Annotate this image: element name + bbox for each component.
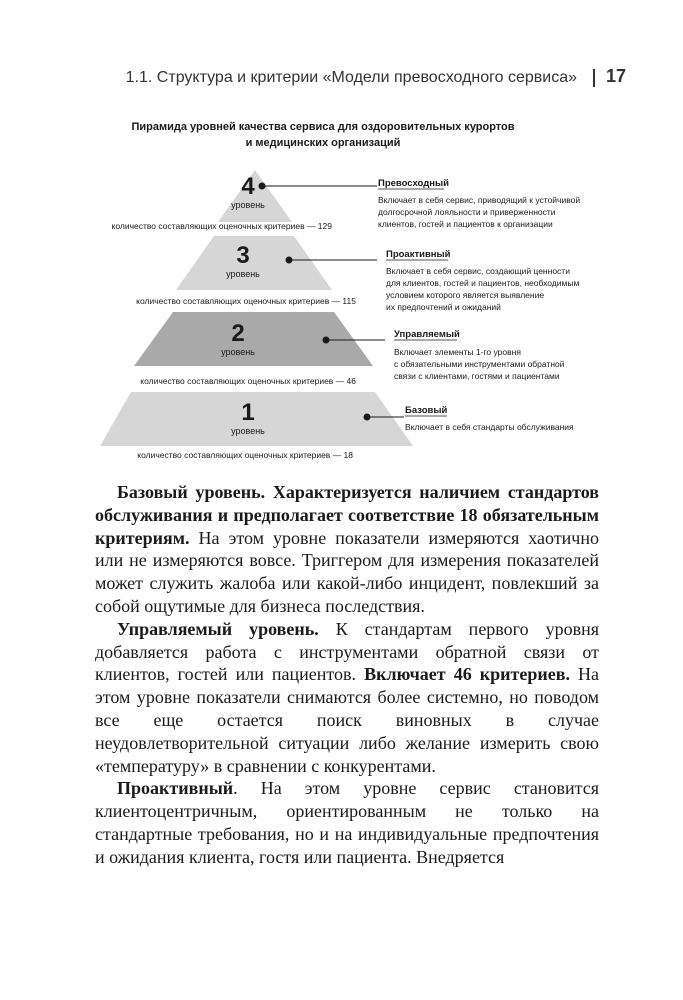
pyramid-figure: [95, 112, 595, 472]
running-head-title: 1.1. Структура и критерии «Модели превосходного сервиса»: [125, 69, 577, 86]
tier-3-level-word: уровень: [226, 269, 260, 279]
tier-2-desc-line: связи с клиентами, гостями и пациентами: [394, 371, 560, 381]
managed-level-heading: Управляемый уровень.: [117, 618, 319, 639]
pyramid-tier-3: [136, 236, 582, 312]
basic-level-heading: Базовый уровень. Характеризуется наличием стандартов обслуживания и предполагает соответствие 18 обязательным критериям.: [95, 482, 599, 548]
managed-level-text-2: На этом уровне показатели снимаются более системно, но поводом все еще остается поиск виновных в случае неудовлетворительной ситуации либо желание измерить свою «температуру» в сравнении с конкурентами.: [95, 664, 599, 776]
running-head-divider: [593, 69, 595, 87]
tier-1-level-word: уровень: [231, 426, 265, 436]
tier-1-description: [405, 422, 574, 432]
paragraph-basic-level: [95, 481, 599, 618]
tier-3-number: 3: [236, 242, 250, 269]
managed-level-text: К стандартам первого уровня добавляется работа с инструментами обратной связи от клиентов, гостей или пациентов.: [95, 618, 599, 685]
managed-level-criteria: Включает 46 критериев.: [356, 664, 570, 685]
tier-2-description: [394, 347, 567, 381]
proactive-level-text: . На этом уровне сервис становится клиентоцентричным, ориентированным не только на стандартные требования, но и на индивидуальные предпочтения и ожидания клиента, гостя или пациента. Внедряется: [95, 778, 599, 867]
tier-2-desc-line: с обязательными инструментами обратной: [394, 359, 565, 369]
tier-2-desc-line: Включает элементы 1-го уровня: [394, 347, 521, 357]
tier-3-dot: [286, 257, 293, 264]
tier-1-criteria-label: количество составляющих оценочных критериев — 18: [137, 450, 353, 460]
tier-2-level-word: уровень: [221, 347, 255, 357]
page-number: 17: [606, 66, 627, 86]
tier-2-dot: [323, 337, 330, 344]
tier-4-desc-line: долгосрочной лояльности и приверженности: [378, 207, 556, 217]
tier-4-criteria-label: количество составляющих оценочных критериев — 129: [111, 221, 332, 231]
tier-1-name: Базовый: [405, 405, 448, 416]
tier-3-desc-line: для клиентов, гостей и пациентов, необходимым: [386, 278, 580, 288]
proactive-level-heading: Проактивный: [117, 778, 234, 799]
pyramid-svg: [95, 112, 595, 472]
running-head: [0, 66, 683, 96]
figure-title-line2: и медицинских организаций: [245, 137, 401, 149]
tier-4-level-word: уровень: [231, 200, 265, 210]
tier-1-number: 1: [241, 399, 255, 426]
tier-1-dot: [364, 414, 371, 421]
pyramid-tier-2: [134, 312, 567, 386]
tier-4-name: Превосходный: [378, 178, 449, 189]
tier-3-name: Проактивный: [386, 249, 451, 260]
basic-level-text: На этом уровне показатели измеряются хаотично или не измеряются вовсе. Триггером для измерения показателей может служить жалоба или какой-либо инцидент, повлекший за собой ощутимые для бизнеса последствия.: [95, 527, 599, 616]
tier-3-desc-line: Включает в себя сервис, создающий ценности: [386, 266, 570, 276]
paragraph-proactive-level: [95, 777, 599, 868]
tier-2-shape: [134, 312, 373, 366]
tier-3-description: [386, 266, 582, 312]
tier-2-name: Управляемый: [394, 329, 460, 340]
tier-4-description: [378, 195, 583, 229]
body-text: [95, 481, 599, 869]
tier-3-desc-line: их предпочтений и ожиданий: [386, 302, 501, 312]
pyramid-tier-1: [100, 392, 574, 460]
tier-3-criteria-label: количество составляющих оценочных критериев — 115: [136, 296, 356, 306]
tier-3-desc-line: условием которого является выявление: [386, 290, 545, 300]
tier-1-desc-line: Включает в себя стандарты обслуживания: [405, 422, 574, 432]
tier-4-number: 4: [241, 173, 255, 200]
tier-4-shape: [218, 170, 292, 222]
tier-4-desc-line: Включает в себя сервис, приводящий к устойчивой: [378, 195, 581, 205]
tier-3-shape: [176, 236, 332, 290]
pyramid-tier-4: [112, 170, 583, 231]
tier-4-desc-line: клиентов, гостей и пациентов к организации: [378, 219, 553, 229]
tier-4-dot: [259, 183, 266, 190]
tier-2-number: 2: [231, 320, 245, 347]
figure-title-line1: Пирамида уровней качества сервиса для оздоровительных курортов: [131, 121, 515, 133]
tier-2-criteria-label: количество составляющих оценочных критериев — 46: [140, 376, 356, 386]
paragraph-managed-level: [95, 618, 599, 778]
